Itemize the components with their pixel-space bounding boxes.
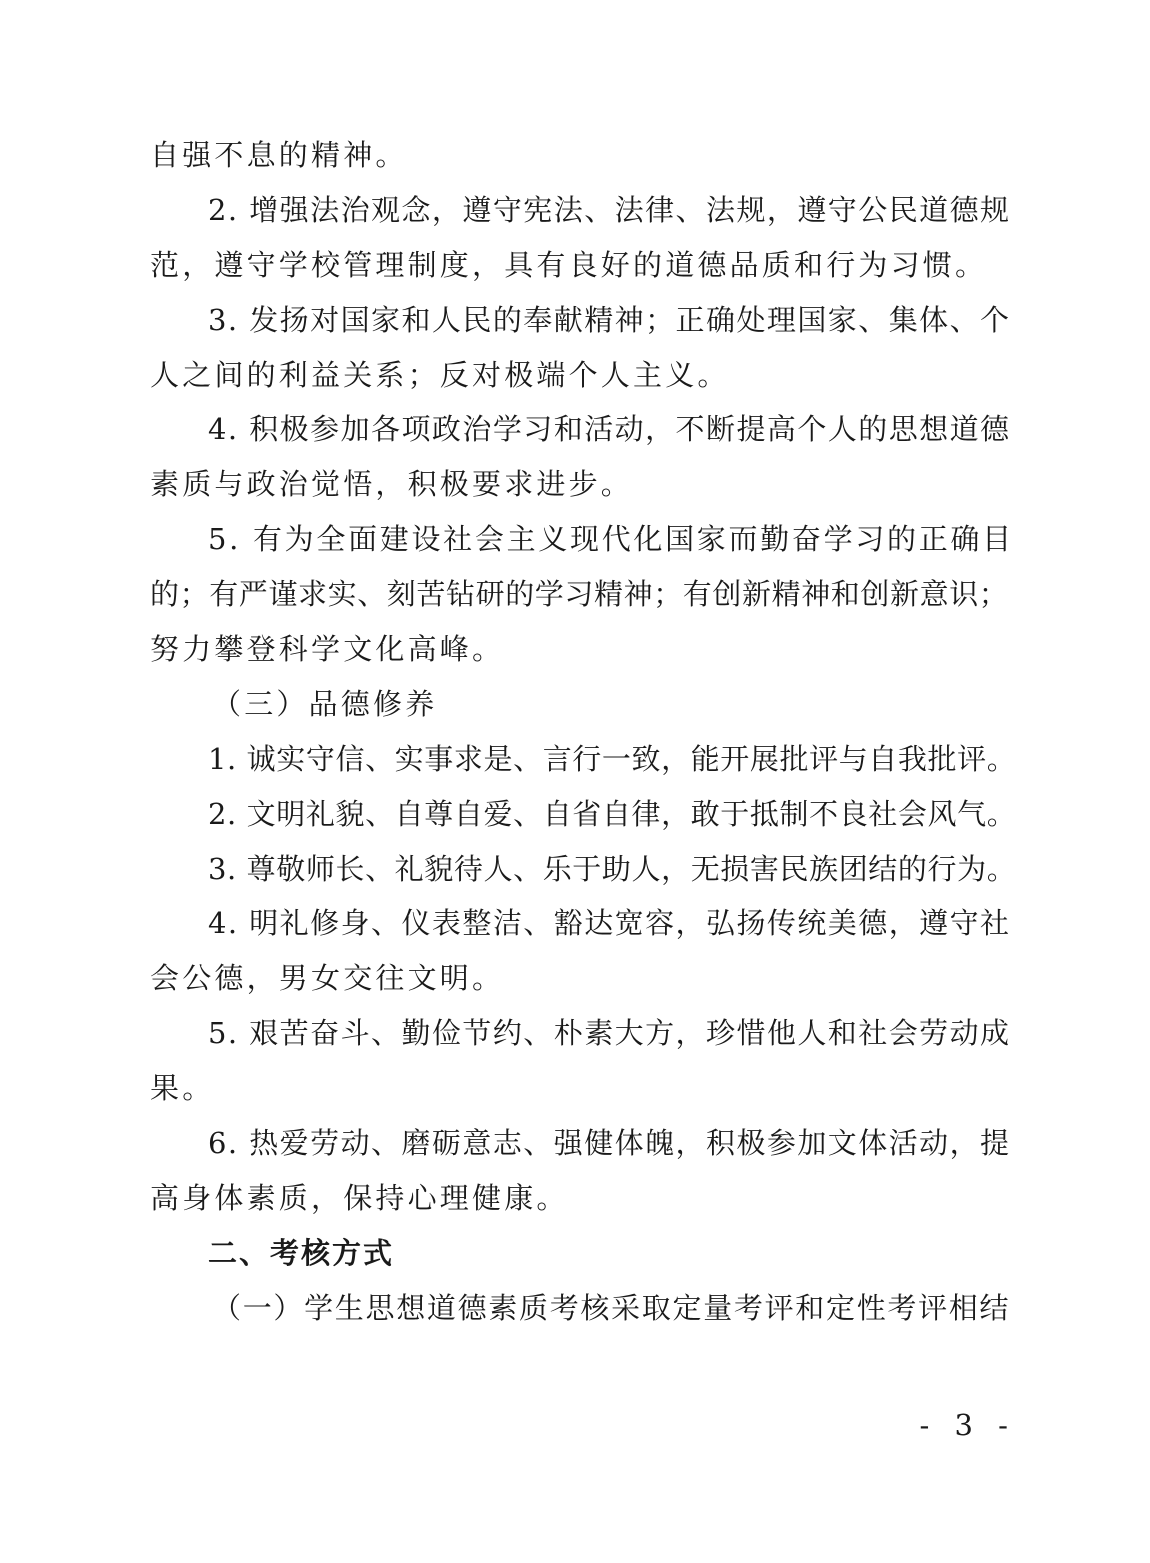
section-heading: （三）品德修养 (212, 686, 438, 721)
paragraph-line: 2. 增强法治观念，遵守宪法、法律、法规，遵守公民道德规 (208, 192, 1011, 227)
paragraph-line: 4. 积极参加各项政治学习和活动，不断提高个人的思想道德 (208, 412, 1011, 447)
paragraph-line: 6. 热爱劳动、磨砺意志、强健体魄，积极参加文体活动，提 (208, 1126, 1011, 1161)
paragraph-line: （一）学生思想道德素质考核采取定量考评和定性考评相结 (212, 1290, 1011, 1325)
paragraph-line: 果。 (150, 1071, 215, 1106)
paragraph-line: 范，遵守学校管理制度，具有良好的道德品质和行为习惯。 (150, 247, 988, 282)
paragraph-line: 高身体素质，保持心理健康。 (150, 1180, 569, 1215)
paragraph-line: 5. 艰苦奋斗、勤俭节约、朴素大方，珍惜他人和社会劳动成 (208, 1016, 1011, 1051)
document-body (150, 128, 1016, 1336)
paragraph-line: 会公德，男女交往文明。 (150, 961, 505, 996)
paragraph-line: 自强不息的精神。 (150, 138, 408, 172)
paragraph-line: 人之间的利益关系；反对极端个人主义。 (150, 357, 730, 392)
paragraph-line: 4. 明礼修身、仪表整洁、豁达宽容，弘扬传统美德，遵守社 (208, 906, 1011, 941)
paragraph-line: 努力攀登科学文化高峰。 (150, 632, 505, 667)
paragraph-line: 3. 发扬对国家和人民的奉献精神；正确处理国家、集体、个 (208, 302, 1011, 337)
page-number: - 3 - (919, 1408, 1016, 1442)
paragraph-line: 的；有严谨求实、刻苦钻研的学习精神；有创新精神和创新意识； (150, 577, 1009, 612)
paragraph-line: 3. 尊敬师长、礼貌待人、乐于助人，无损害民族团结的行为。 (208, 851, 1017, 886)
chapter-heading: 二、考核方式 (208, 1235, 395, 1270)
paragraph-line: 2. 文明礼貌、自尊自爱、自省自律，敢于抵制不良社会风气。 (208, 796, 1017, 831)
paragraph-line: 1. 诚实守信、实事求是、言行一致，能开展批评与自我批评。 (208, 741, 1017, 776)
paragraph-line: 素质与政治觉悟，积极要求进步。 (150, 467, 634, 502)
paragraph-line: 5. 有为全面建设社会主义现代化国家而勤奋学习的正确目 (208, 522, 1014, 557)
